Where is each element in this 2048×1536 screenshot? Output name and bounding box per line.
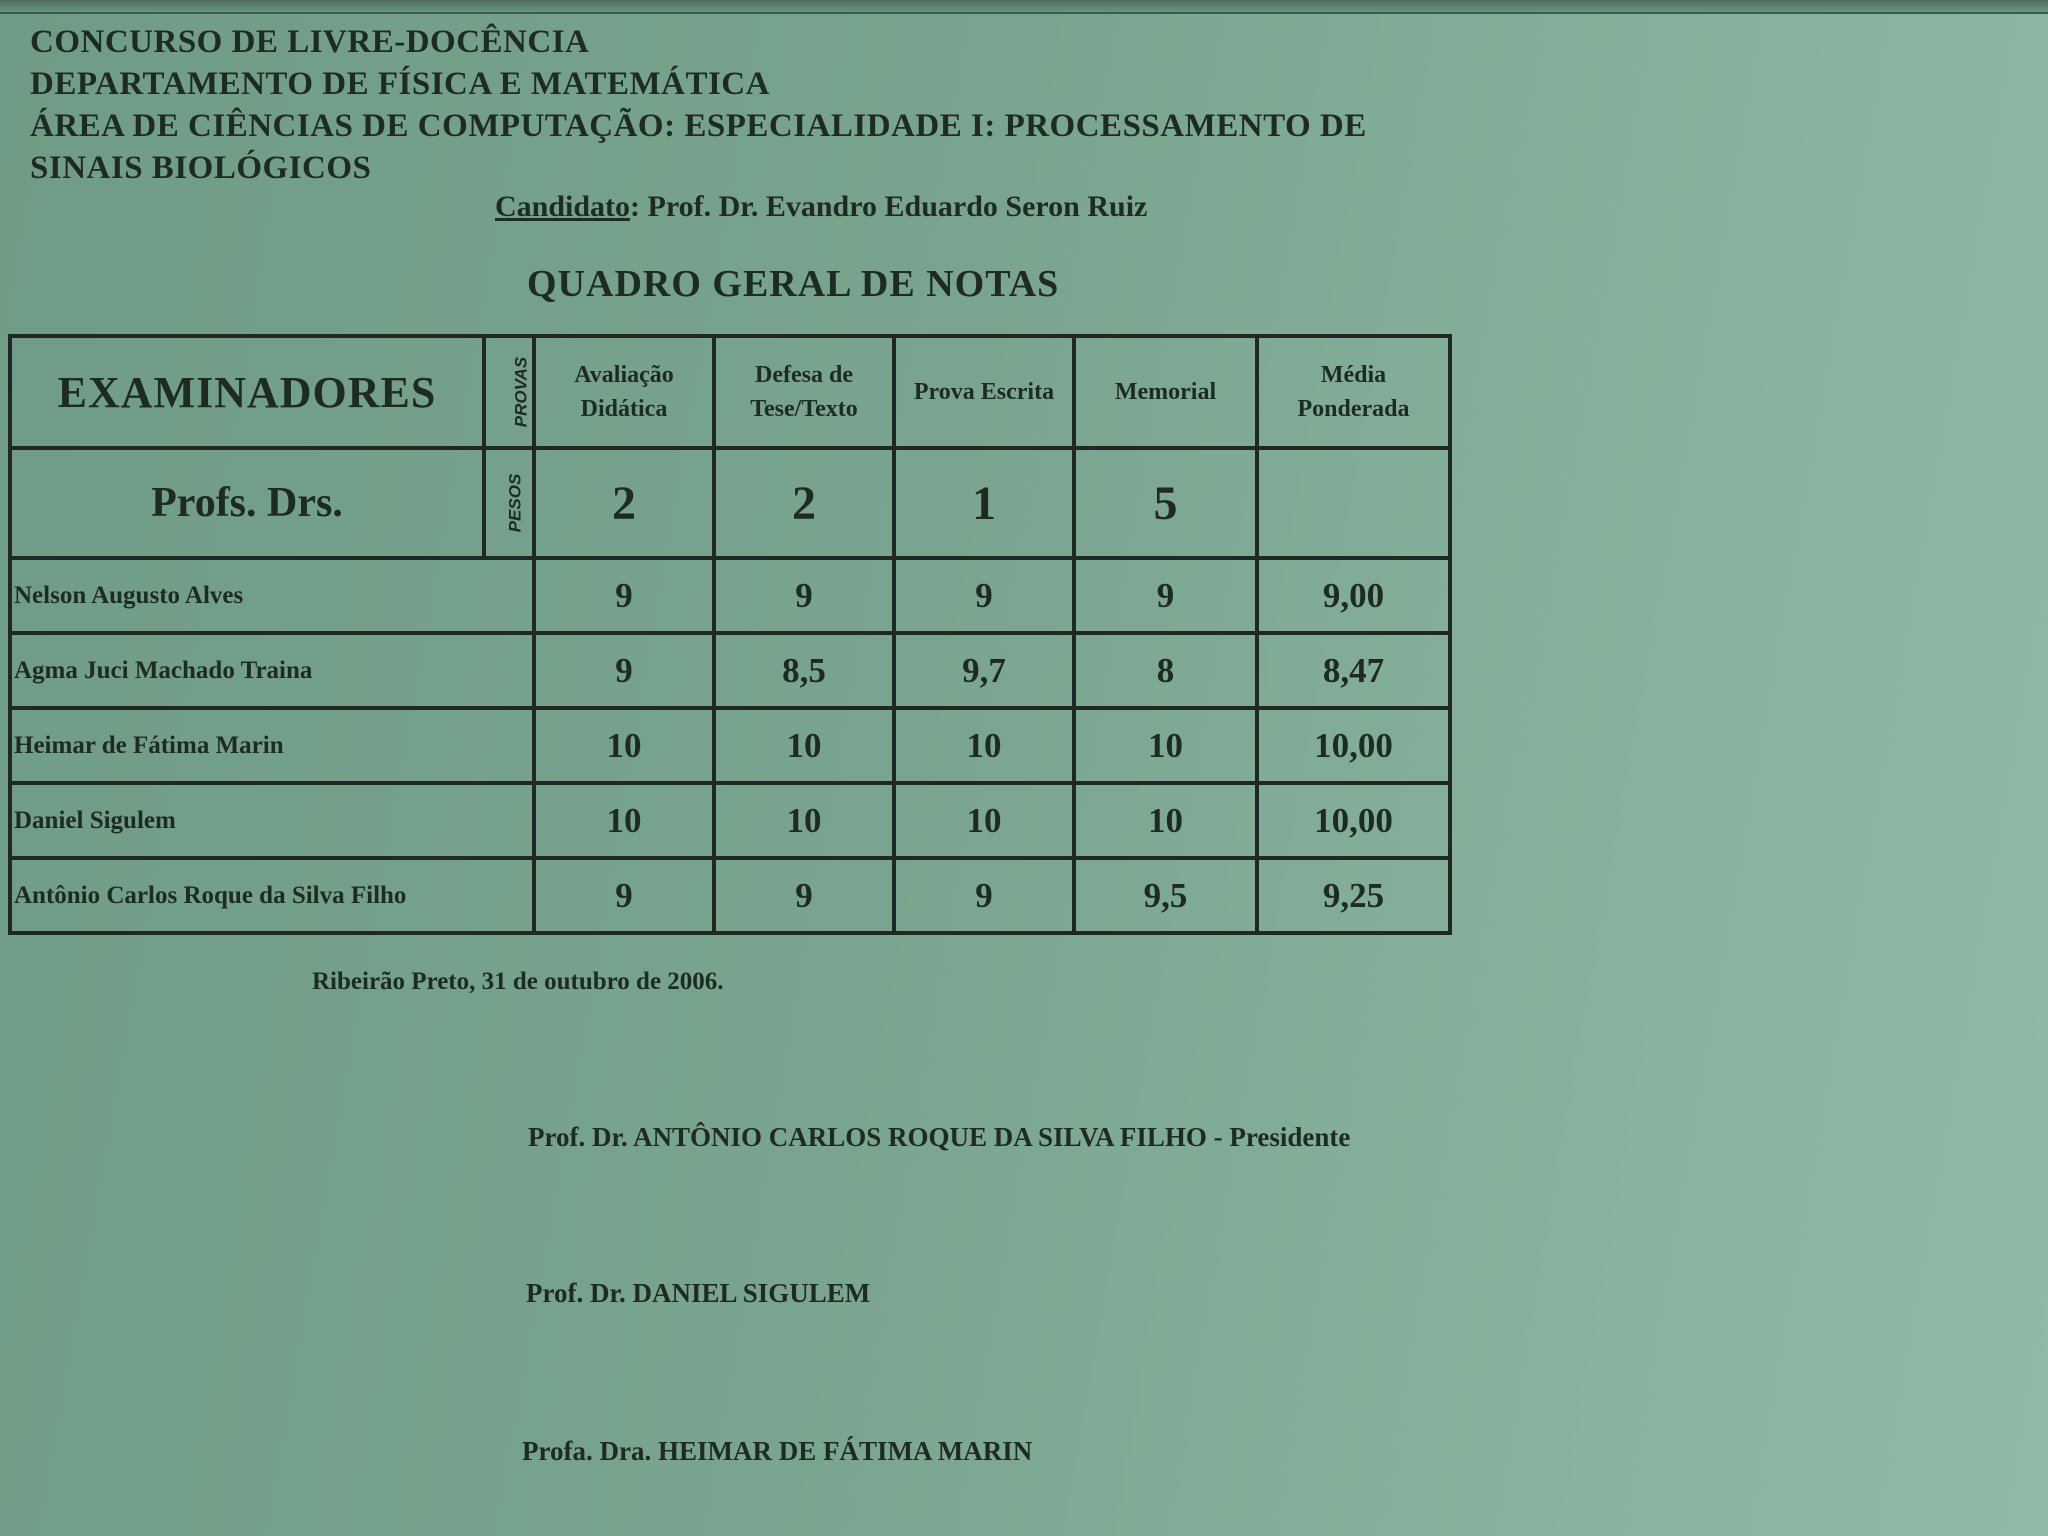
place-date: Ribeirão Preto, 31 de outubro de 2006. — [312, 968, 724, 995]
table-row — [10, 858, 1450, 933]
col-header-line: Média — [1320, 362, 1387, 388]
examiner-name: Heimar de Fátima Marin — [10, 708, 534, 783]
candidate-line — [495, 190, 1147, 224]
average-cell: 9,00 — [1257, 558, 1450, 633]
average-cell: 9,25 — [1257, 858, 1450, 933]
signature-examiner: Profa. Dra. HEIMAR DE FÁTIMA MARIN — [522, 1436, 1033, 1466]
score-cell: 9 — [714, 558, 894, 633]
header-line-3: ÁREA DE CIÊNCIAS DE COMPUTAÇÃO: ESPECIALIDADE I: PROCESSAMENTO DE — [30, 108, 1367, 144]
score-cell: 10 — [534, 708, 714, 783]
col-header-line: Prova Escrita — [913, 379, 1055, 405]
col-header-line: Tese/Texto — [750, 396, 858, 422]
score-cell: 9 — [894, 558, 1074, 633]
col-header-defesa — [714, 336, 894, 448]
grades-table — [8, 334, 1452, 935]
col-header-didatica — [534, 336, 714, 448]
col-header-line: Avaliação — [574, 362, 674, 388]
weight-cell: 2 — [714, 448, 894, 558]
score-cell: 9 — [894, 858, 1074, 933]
provas-label: PROVAS — [511, 356, 531, 428]
score-cell: 9 — [534, 633, 714, 708]
weight-cell: 2 — [534, 448, 714, 558]
examiners-header: EXAMINADORES — [10, 336, 484, 448]
score-cell: 10 — [714, 783, 894, 858]
col-header-memorial — [1074, 336, 1257, 448]
weight-cell: 1 — [894, 448, 1074, 558]
signature-president: Prof. Dr. ANTÔNIO CARLOS ROQUE DA SILVA FILHO - Presidente — [528, 1122, 1351, 1152]
score-cell: 10 — [1074, 708, 1257, 783]
average-cell: 10,00 — [1257, 708, 1450, 783]
header-row — [10, 336, 1450, 448]
examiner-name: Antônio Carlos Roque da Silva Filho — [10, 858, 534, 933]
average-cell: 10,00 — [1257, 783, 1450, 858]
score-cell: 9,5 — [1074, 858, 1257, 933]
score-cell: 8,5 — [714, 633, 894, 708]
table-row — [10, 558, 1450, 633]
weight-cell-empty — [1257, 448, 1450, 558]
score-cell: 10 — [714, 708, 894, 783]
table-row — [10, 708, 1450, 783]
score-cell: 8 — [1074, 633, 1257, 708]
pesos-label-cell — [484, 448, 534, 558]
score-cell: 9 — [534, 858, 714, 933]
col-header-line: Defesa de — [755, 362, 853, 388]
pesos-label: PESOS — [505, 473, 525, 533]
score-cell: 9 — [1074, 558, 1257, 633]
profs-label: Profs. Drs. — [10, 448, 484, 558]
candidate-name: : Prof. Dr. Evandro Eduardo Seron Ruiz — [630, 190, 1148, 223]
col-header-prova-escrita — [894, 336, 1074, 448]
examiner-name: Agma Juci Machado Traina — [10, 633, 534, 708]
score-cell: 9 — [534, 558, 714, 633]
document-title: QUADRO GERAL DE NOTAS — [527, 263, 1060, 305]
col-header-media-ponderada — [1257, 336, 1450, 448]
examiner-name: Nelson Augusto Alves — [10, 558, 534, 633]
col-header-line: Memorial — [1114, 379, 1217, 405]
table-row — [10, 633, 1450, 708]
score-cell: 9 — [714, 858, 894, 933]
table-row — [10, 783, 1450, 858]
provas-label-cell — [484, 336, 534, 448]
examiner-name: Daniel Sigulem — [10, 783, 534, 858]
header-line-4: SINAIS BIOLÓGICOS — [30, 150, 372, 186]
header-line-2: DEPARTAMENTO DE FÍSICA E MATEMÁTICA — [30, 66, 770, 102]
weights-row — [10, 448, 1450, 558]
col-header-line: Didática — [580, 396, 668, 422]
score-cell: 10 — [894, 708, 1074, 783]
window-top-bar — [0, 0, 2048, 14]
score-cell: 10 — [1074, 783, 1257, 858]
candidate-label: Candidato — [495, 190, 631, 223]
score-cell: 10 — [894, 783, 1074, 858]
average-cell: 8,47 — [1257, 633, 1450, 708]
score-cell: 10 — [534, 783, 714, 858]
col-header-line: Ponderada — [1297, 396, 1410, 422]
signature-examiner: Prof. Dr. DANIEL SIGULEM — [526, 1278, 871, 1308]
weight-cell: 5 — [1074, 448, 1257, 558]
header-line-1: CONCURSO DE LIVRE-DOCÊNCIA — [30, 24, 590, 60]
score-cell: 9,7 — [894, 633, 1074, 708]
